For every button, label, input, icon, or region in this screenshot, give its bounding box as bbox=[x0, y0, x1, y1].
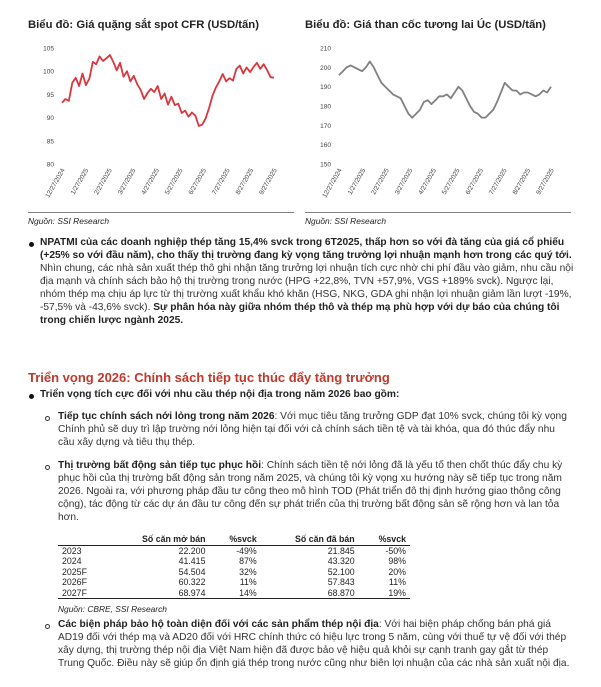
protection-bold-lead: Các biện pháp bảo hộ toàn diện đối với các sản phẩm thép nội địa bbox=[58, 619, 379, 630]
sub-bullet-marker bbox=[45, 624, 50, 629]
left-chart-rule bbox=[28, 212, 294, 213]
table-cell: 22.200 bbox=[178, 545, 206, 556]
x-tick-label: 9/27/2025 bbox=[535, 167, 556, 197]
table-cell: 2027F bbox=[58, 588, 106, 599]
table-cell: 14% bbox=[209, 588, 260, 599]
x-tick-label: 3/27/2025 bbox=[393, 167, 415, 197]
x-tick-label: 3/27/2025 bbox=[116, 167, 138, 197]
npatmi-bold-conclusion: Sự phân hóa này giữa nhóm thép thô và thép mạ phù hợp với dự báo của chúng tôi trong chiến lược ngành 2025. bbox=[40, 302, 560, 326]
y-tick-label: 105 bbox=[43, 45, 54, 53]
real-estate-body-text: : Chính sách tiền tệ nới lỏng đã là yếu tố then chốt thúc đẩy chu kỳ phục hồi của thị trường bất động sản trong năm 2025, và chúng tôi kỳ vọng xu hướng này sẽ tiếp tục trong năm 2026. Ngoài ra, với phương pháp đầu tư công theo mô hình TOD (Phát triển đô thị định hướng giao thông công cộng), tác động từ các dự án đầu tư công đến sự phát triển của thị trường bất động sản sẽ rộng hơn và lan tỏa hơn. bbox=[58, 460, 563, 523]
npatmi-bold-lead: NPATMI của các doanh nghiệp thép tăng 15,4% svck trong 6T2025, thấp hơn so với đà tăng của giá cổ phiếu (+25% so với đầu năm), cho thấy thị trường đang kỳ vọng tăng trưởng lợi nhuận mạnh hơn trong các quý tới. bbox=[40, 237, 572, 261]
protection-paragraph bbox=[58, 618, 574, 670]
x-tick-label: 9/27/2025 bbox=[258, 167, 279, 197]
table-header-cell: %svck bbox=[209, 534, 260, 545]
y-tick-label: 85 bbox=[46, 138, 54, 146]
table-row bbox=[58, 545, 410, 556]
y-tick-label: 210 bbox=[320, 45, 331, 53]
bullet-marker bbox=[29, 242, 34, 247]
table-cell: 11% bbox=[389, 577, 406, 587]
price-series-line bbox=[62, 55, 274, 126]
y-tick-label: 190 bbox=[320, 84, 331, 92]
table-cell: 2026F bbox=[62, 577, 87, 587]
table-cell: 2024 bbox=[62, 556, 82, 566]
real-estate-bold-lead: Thị trường bất động sản tiếp tục phục hồi bbox=[58, 460, 262, 471]
table-cell: 43.320 bbox=[327, 556, 355, 566]
policy-paragraph bbox=[58, 410, 574, 449]
table-cell: 54.504 bbox=[178, 566, 206, 577]
table-cell: 52.100 bbox=[327, 566, 355, 577]
y-tick-label: 180 bbox=[320, 103, 331, 111]
table-cell: 21.845 bbox=[327, 545, 355, 556]
y-tick-label: 200 bbox=[320, 64, 331, 72]
x-tick-label: 8/27/2025 bbox=[511, 167, 533, 197]
y-tick-label: 160 bbox=[320, 142, 331, 150]
x-tick-label: 2/27/2025 bbox=[93, 167, 114, 197]
x-tick-label: 7/27/2025 bbox=[488, 167, 509, 197]
x-tick-label: 12/27/2024 bbox=[44, 167, 67, 200]
npatmi-body-text: Nhìn chung, các nhà sản xuất thép thô ghi nhận tăng trưởng lợi nhuận tích cực nhờ chi phí đầu vào giảm, nhu cầu nội địa mạnh và chính sách bảo hộ thị trường trong nước (HPG +22,8%, TVN +57,9%, VGS +189% svck). Ngược lại, nhóm thép mạ chịu áp lực từ thị trường xuất khẩu khó khăn (HSG, NKG, GDA ghi nhận lợi nhuận giảm lần lượt -19%, -57,5% và -43,6% svck). bbox=[40, 263, 574, 313]
coking-coal-chart bbox=[305, 38, 573, 208]
table-header-cell: Số căn mở bán bbox=[106, 534, 209, 545]
outlook-intro: Triển vọng tích cực đối với nhu cầu thép nội địa trong năm 2026 bao gồm: bbox=[40, 389, 400, 400]
left-chart-source: Nguồn: SSI Research bbox=[28, 216, 110, 226]
x-tick-label: 5/27/2025 bbox=[440, 167, 462, 197]
y-tick-label: 95 bbox=[46, 91, 54, 99]
table-cell: 41.415 bbox=[178, 556, 206, 566]
table-header-cell: %svck bbox=[359, 534, 410, 545]
left-chart-title: Biểu đồ: Giá quặng sắt spot CFR (USD/tấn) bbox=[28, 19, 259, 31]
table-cell: 19% bbox=[359, 588, 410, 599]
y-tick-label: 80 bbox=[46, 161, 54, 169]
right-chart-title: Biểu đồ: Giá than cốc tương lai Úc (USD/tấn) bbox=[305, 19, 546, 31]
table-row bbox=[58, 567, 410, 578]
table-cell: -50% bbox=[385, 545, 406, 556]
table-source: Nguồn: CBRE, SSI Research bbox=[58, 604, 167, 614]
x-tick-label: 2/27/2025 bbox=[370, 167, 391, 197]
x-tick-label: 7/27/2025 bbox=[211, 167, 232, 197]
sub-bullet-marker bbox=[45, 465, 50, 470]
x-tick-label: 4/27/2025 bbox=[417, 167, 438, 197]
right-chart-source: Nguồn: SSI Research bbox=[305, 216, 387, 226]
table-cell: -49% bbox=[236, 545, 257, 556]
table-cell: 60.322 bbox=[178, 577, 206, 587]
sub-bullet-marker bbox=[45, 416, 50, 421]
table-cell: 32% bbox=[239, 566, 257, 577]
table-cell: 68.974 bbox=[106, 588, 209, 599]
policy-bold-lead: Tiếp tục chính sách nới lỏng trong năm 2026 bbox=[58, 411, 275, 422]
y-tick-label: 90 bbox=[46, 115, 54, 123]
x-tick-label: 6/27/2025 bbox=[464, 167, 486, 197]
table-cell: 2025F bbox=[62, 566, 87, 577]
y-tick-label: 100 bbox=[43, 68, 54, 76]
price-series-line bbox=[339, 62, 551, 118]
x-tick-label: 1/27/2025 bbox=[69, 167, 91, 197]
iron-ore-chart bbox=[28, 38, 296, 208]
table-header-cell: Số căn đã bán bbox=[261, 534, 359, 545]
table-header-cell bbox=[58, 534, 106, 545]
table-cell: 2023 bbox=[62, 545, 82, 556]
x-tick-label: 6/27/2025 bbox=[187, 167, 209, 197]
table-header-row bbox=[58, 534, 410, 545]
npatmi-paragraph bbox=[40, 236, 574, 327]
table-cell: 87% bbox=[239, 556, 257, 566]
table-cell: 20% bbox=[388, 566, 406, 577]
table-cell: 11% bbox=[239, 577, 257, 587]
table-cell: 57.843 bbox=[327, 577, 355, 587]
protection-body-text: : Với hai biện pháp chống bán phá giá AD19 đối với thép mạ và AD20 đối với HRC chính thức có hiệu lực trong 5 năm, cùng với thuế tự vệ đối với thép xây dựng, thị trường thép nội địa Việt Nam hiện đã được bảo vệ hiệu quả khỏi sự cạnh tranh gay gắt từ thép Trung Quốc. Điều này sẽ giúp ổn định giá thép trong nước cũng như biên lợi nhuận của các nhà sản xuất nội địa. bbox=[58, 619, 570, 669]
x-tick-label: 8/27/2025 bbox=[234, 167, 256, 197]
x-tick-label: 4/27/2025 bbox=[140, 167, 161, 197]
real-estate-table bbox=[58, 534, 410, 599]
bullet-marker bbox=[29, 394, 34, 399]
policy-body-text: : Với mục tiêu tăng trưởng GDP đạt 10% svck, chúng tôi kỳ vọng Chính phủ sẽ duy trì lập trường nới lỏng hiện tại đối với cả chính sách tiền tệ và tài khóa, qua đó thúc đẩy nhu cầu xây dựng và tiêu thụ thép. bbox=[58, 411, 567, 448]
real-estate-paragraph bbox=[58, 459, 574, 524]
table-row bbox=[58, 577, 410, 588]
right-chart-rule bbox=[305, 212, 571, 213]
table-cell: 98% bbox=[388, 556, 406, 566]
table-row bbox=[58, 556, 410, 567]
x-tick-label: 1/27/2025 bbox=[346, 167, 368, 197]
y-tick-label: 170 bbox=[320, 122, 331, 130]
x-tick-label: 5/27/2025 bbox=[163, 167, 185, 197]
table-row bbox=[58, 588, 410, 599]
section-title: Triển vọng 2026: Chính sách tiếp tục thúc đẩy tăng trưởng bbox=[28, 370, 390, 385]
table-cell: 68.870 bbox=[261, 588, 359, 599]
y-tick-label: 150 bbox=[320, 161, 331, 169]
x-tick-label: 12/27/2024 bbox=[321, 167, 344, 200]
